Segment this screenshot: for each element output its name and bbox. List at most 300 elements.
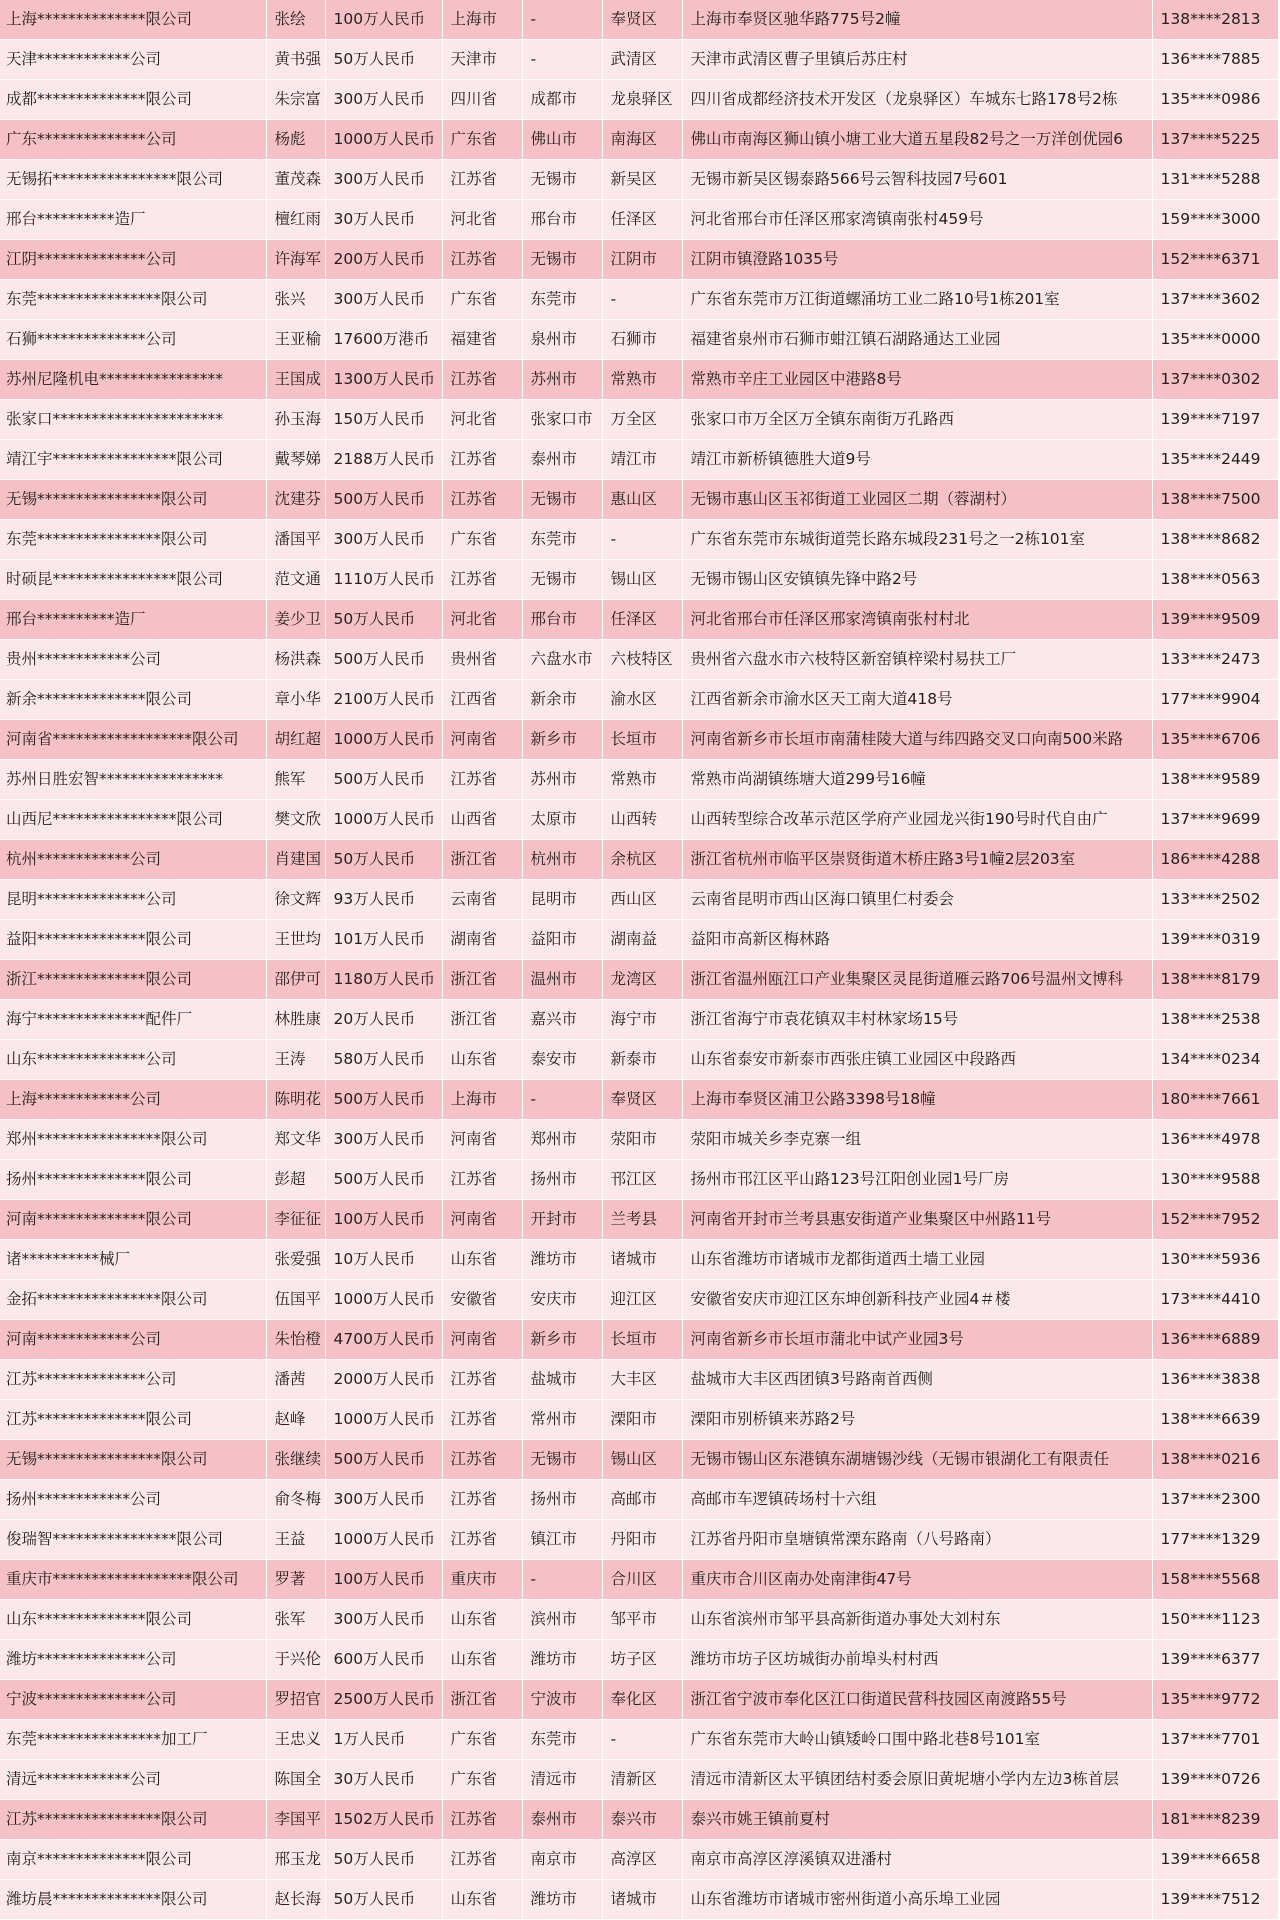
district-cell: 溧阳市 xyxy=(602,1400,682,1440)
province-cell: 江苏省 xyxy=(442,1440,522,1480)
district-cell: 任泽区 xyxy=(602,200,682,240)
company-name-cell: 扬州************公司 xyxy=(0,1480,266,1520)
table-row xyxy=(0,1200,1278,1240)
legal-rep-cell: 姜少卫 xyxy=(266,600,325,640)
city-cell: 嘉兴市 xyxy=(522,1000,602,1040)
city-cell: - xyxy=(522,0,602,40)
phone-cell: 138****7500 xyxy=(1152,480,1278,520)
province-cell: 江苏省 xyxy=(442,1840,522,1880)
district-cell: 邗江区 xyxy=(602,1160,682,1200)
phone-cell: 136****7885 xyxy=(1152,40,1278,80)
registered-capital-cell: 300万人民币 xyxy=(325,520,442,560)
district-cell: 武清区 xyxy=(602,40,682,80)
registered-capital-cell: 2100万人民币 xyxy=(325,680,442,720)
address-cell: 泰兴市姚王镇前夏村 xyxy=(682,1800,1152,1840)
province-cell: 上海市 xyxy=(442,1080,522,1120)
table-row xyxy=(0,1800,1278,1840)
table-row xyxy=(0,720,1278,760)
province-cell: 重庆市 xyxy=(442,1560,522,1600)
legal-rep-cell: 杨彪 xyxy=(266,120,325,160)
phone-cell: 139****0319 xyxy=(1152,920,1278,960)
province-cell: 江苏省 xyxy=(442,1160,522,1200)
district-cell: - xyxy=(602,1720,682,1760)
address-cell: 江西省新余市渝水区天工南大道418号 xyxy=(682,680,1152,720)
legal-rep-cell: 王涛 xyxy=(266,1040,325,1080)
company-name-cell: 潍坊**************公司 xyxy=(0,1640,266,1680)
phone-cell: 180****7661 xyxy=(1152,1080,1278,1120)
registered-capital-cell: 1000万人民币 xyxy=(325,1520,442,1560)
registered-capital-cell: 500万人民币 xyxy=(325,760,442,800)
company-name-cell: 成都**************限公司 xyxy=(0,80,266,120)
province-cell: 贵州省 xyxy=(442,640,522,680)
registered-capital-cell: 50万人民币 xyxy=(325,40,442,80)
company-name-cell: 江苏**************限公司 xyxy=(0,1400,266,1440)
district-cell: 石狮市 xyxy=(602,320,682,360)
district-cell: 任泽区 xyxy=(602,600,682,640)
city-cell: 泰州市 xyxy=(522,440,602,480)
district-cell: 清新区 xyxy=(602,1760,682,1800)
city-cell: 泉州市 xyxy=(522,320,602,360)
district-cell: 高邮市 xyxy=(602,1480,682,1520)
address-cell: 河北省邢台市任泽区邢家湾镇南张村459号 xyxy=(682,200,1152,240)
phone-cell: 138****8682 xyxy=(1152,520,1278,560)
phone-cell: 138****2538 xyxy=(1152,1000,1278,1040)
table-row xyxy=(0,40,1278,80)
province-cell: 江苏省 xyxy=(442,1480,522,1520)
phone-cell: 150****1123 xyxy=(1152,1600,1278,1640)
city-cell: 郑州市 xyxy=(522,1120,602,1160)
address-cell: 无锡市锡山区东港镇东湖塘锡沙线（无锡市银湖化工有限责任 xyxy=(682,1440,1152,1480)
city-cell: 扬州市 xyxy=(522,1480,602,1520)
address-cell: 荥阳市城关乡李克寨一组 xyxy=(682,1120,1152,1160)
legal-rep-cell: 董茂森 xyxy=(266,160,325,200)
address-cell: 高邮市车逻镇砖场村十六组 xyxy=(682,1480,1152,1520)
province-cell: 广东省 xyxy=(442,1720,522,1760)
legal-rep-cell: 朱怡橙 xyxy=(266,1320,325,1360)
company-name-cell: 江阴**************公司 xyxy=(0,240,266,280)
province-cell: 天津市 xyxy=(442,40,522,80)
city-cell: 宁波市 xyxy=(522,1680,602,1720)
city-cell: 东莞市 xyxy=(522,520,602,560)
registered-capital-cell: 1万人民币 xyxy=(325,1720,442,1760)
table-row xyxy=(0,1880,1278,1920)
city-cell: 温州市 xyxy=(522,960,602,1000)
registered-capital-cell: 10万人民币 xyxy=(325,1240,442,1280)
address-cell: 山西转型综合改革示范区学府产业园龙兴街190号时代自由广 xyxy=(682,800,1152,840)
address-cell: 江阴市镇澄路1035号 xyxy=(682,240,1152,280)
city-cell: 常州市 xyxy=(522,1400,602,1440)
legal-rep-cell: 张继续 xyxy=(266,1440,325,1480)
registered-capital-cell: 300万人民币 xyxy=(325,80,442,120)
legal-rep-cell: 李国平 xyxy=(266,1800,325,1840)
address-cell: 云南省昆明市西山区海口镇里仁村委会 xyxy=(682,880,1152,920)
phone-cell: 138****9589 xyxy=(1152,760,1278,800)
phone-cell: 137****2300 xyxy=(1152,1480,1278,1520)
city-cell: - xyxy=(522,40,602,80)
address-cell: 贵州省六盘水市六枝特区新窑镇梓梁村易扶工厂 xyxy=(682,640,1152,680)
province-cell: 山东省 xyxy=(442,1640,522,1680)
province-cell: 河北省 xyxy=(442,600,522,640)
phone-cell: 139****7197 xyxy=(1152,400,1278,440)
company-name-cell: 贵州************公司 xyxy=(0,640,266,680)
phone-cell: 138****2813 xyxy=(1152,0,1278,40)
legal-rep-cell: 于兴伦 xyxy=(266,1640,325,1680)
phone-cell: 186****4288 xyxy=(1152,840,1278,880)
legal-rep-cell: 潘茜 xyxy=(266,1360,325,1400)
district-cell: 江阴市 xyxy=(602,240,682,280)
city-cell: 新余市 xyxy=(522,680,602,720)
district-cell: 新吴区 xyxy=(602,160,682,200)
phone-cell: 136****4978 xyxy=(1152,1120,1278,1160)
address-cell: 河南省开封市兰考县惠安街道产业集聚区中州路11号 xyxy=(682,1200,1152,1240)
district-cell: 山西转 xyxy=(602,800,682,840)
registered-capital-cell: 2188万人民币 xyxy=(325,440,442,480)
legal-rep-cell: 王亚榆 xyxy=(266,320,325,360)
registered-capital-cell: 300万人民币 xyxy=(325,160,442,200)
table-row xyxy=(0,880,1278,920)
legal-rep-cell: 邵伊可 xyxy=(266,960,325,1000)
address-cell: 浙江省宁波市奉化区江口街道民营科技园区南渡路55号 xyxy=(682,1680,1152,1720)
company-name-cell: 河南**************限公司 xyxy=(0,1200,266,1240)
province-cell: 湖南省 xyxy=(442,920,522,960)
province-cell: 江西省 xyxy=(442,680,522,720)
district-cell: 龙湾区 xyxy=(602,960,682,1000)
registered-capital-cell: 500万人民币 xyxy=(325,1080,442,1120)
company-name-cell: 东莞****************限公司 xyxy=(0,280,266,320)
company-name-cell: 张家口********************** xyxy=(0,400,266,440)
legal-rep-cell: 张爱强 xyxy=(266,1240,325,1280)
company-name-cell: 郑州****************限公司 xyxy=(0,1120,266,1160)
phone-cell: 181****8239 xyxy=(1152,1800,1278,1840)
company-name-cell: 上海************公司 xyxy=(0,1080,266,1120)
registered-capital-cell: 50万人民币 xyxy=(325,600,442,640)
table-row xyxy=(0,440,1278,480)
province-cell: 四川省 xyxy=(442,80,522,120)
table-row xyxy=(0,1240,1278,1280)
company-name-cell: 诸**********械厂 xyxy=(0,1240,266,1280)
city-cell: 清远市 xyxy=(522,1760,602,1800)
company-name-cell: 新余**************限公司 xyxy=(0,680,266,720)
address-cell: 扬州市邗江区平山路123号江阳创业园1号厂房 xyxy=(682,1160,1152,1200)
company-name-cell: 俊瑞智****************限公司 xyxy=(0,1520,266,1560)
address-cell: 山东省潍坊市诸城市龙都街道西土墙工业园 xyxy=(682,1240,1152,1280)
province-cell: 江苏省 xyxy=(442,360,522,400)
company-name-cell: 南京**************限公司 xyxy=(0,1840,266,1880)
district-cell: 靖江市 xyxy=(602,440,682,480)
address-cell: 清远市清新区太平镇团结村委会原旧黄坭塘小学内左边3栋首层 xyxy=(682,1760,1152,1800)
address-cell: 广东省东莞市万江街道螺涌坊工业二路10号1栋201室 xyxy=(682,280,1152,320)
registered-capital-cell: 150万人民币 xyxy=(325,400,442,440)
table-row xyxy=(0,640,1278,680)
registered-capital-cell: 2500万人民币 xyxy=(325,1680,442,1720)
legal-rep-cell: 郑文华 xyxy=(266,1120,325,1160)
table-row xyxy=(0,1480,1278,1520)
company-name-cell: 山东**************公司 xyxy=(0,1040,266,1080)
table-row xyxy=(0,1600,1278,1640)
company-name-cell: 潍坊晨**************限公司 xyxy=(0,1880,266,1920)
address-cell: 浙江省温州瓯江口产业集聚区灵昆街道雁云路706号温州文博科 xyxy=(682,960,1152,1000)
company-name-cell: 苏州尼隆机电**************** xyxy=(0,360,266,400)
phone-cell: 135****9772 xyxy=(1152,1680,1278,1720)
district-cell: 高淳区 xyxy=(602,1840,682,1880)
address-cell: 盐城市大丰区西团镇3号路南首西侧 xyxy=(682,1360,1152,1400)
registered-capital-cell: 30万人民币 xyxy=(325,1760,442,1800)
table-row xyxy=(0,1440,1278,1480)
province-cell: 浙江省 xyxy=(442,840,522,880)
district-cell: 邹平市 xyxy=(602,1600,682,1640)
phone-cell: 138****0563 xyxy=(1152,560,1278,600)
province-cell: 江苏省 xyxy=(442,160,522,200)
address-cell: 常熟市辛庄工业园区中港路8号 xyxy=(682,360,1152,400)
address-cell: 益阳市高新区梅林路 xyxy=(682,920,1152,960)
address-cell: 常熟市尚湖镇练塘大道299号16幢 xyxy=(682,760,1152,800)
address-cell: 靖江市新桥镇德胜大道9号 xyxy=(682,440,1152,480)
address-cell: 福建省泉州市石狮市蚶江镇石湖路通达工业园 xyxy=(682,320,1152,360)
legal-rep-cell: 俞冬梅 xyxy=(266,1480,325,1520)
district-cell: 迎江区 xyxy=(602,1280,682,1320)
province-cell: 江苏省 xyxy=(442,560,522,600)
company-name-cell: 扬州**************限公司 xyxy=(0,1160,266,1200)
city-cell: 盐城市 xyxy=(522,1360,602,1400)
address-cell: 浙江省杭州市临平区崇贤街道木桥庄路3号1幢2层203室 xyxy=(682,840,1152,880)
city-cell: - xyxy=(522,1560,602,1600)
city-cell: 六盘水市 xyxy=(522,640,602,680)
registered-capital-cell: 50万人民币 xyxy=(325,1840,442,1880)
address-cell: 上海市奉贤区浦卫公路3398号18幢 xyxy=(682,1080,1152,1120)
city-cell: 潍坊市 xyxy=(522,1880,602,1920)
district-cell: 坊子区 xyxy=(602,1640,682,1680)
legal-rep-cell: 杨洪森 xyxy=(266,640,325,680)
district-cell: 奉化区 xyxy=(602,1680,682,1720)
registered-capital-cell: 2000万人民币 xyxy=(325,1360,442,1400)
district-cell: 奉贤区 xyxy=(602,0,682,40)
registered-capital-cell: 300万人民币 xyxy=(325,280,442,320)
table-row xyxy=(0,1680,1278,1720)
province-cell: 河南省 xyxy=(442,720,522,760)
phone-cell: 137****3602 xyxy=(1152,280,1278,320)
company-name-cell: 重庆市******************限公司 xyxy=(0,1560,266,1600)
district-cell: 锡山区 xyxy=(602,560,682,600)
district-cell: 龙泉驿区 xyxy=(602,80,682,120)
province-cell: 江苏省 xyxy=(442,240,522,280)
company-name-cell: 邢台**********造厂 xyxy=(0,600,266,640)
table-row xyxy=(0,320,1278,360)
province-cell: 山东省 xyxy=(442,1240,522,1280)
address-cell: 安徽省安庆市迎江区东坤创新科技产业园4＃楼 xyxy=(682,1280,1152,1320)
phone-cell: 138****8179 xyxy=(1152,960,1278,1000)
company-name-cell: 东莞****************限公司 xyxy=(0,520,266,560)
table-row xyxy=(0,160,1278,200)
registered-capital-cell: 300万人民币 xyxy=(325,1480,442,1520)
table-row xyxy=(0,520,1278,560)
city-cell: 张家口市 xyxy=(522,400,602,440)
address-cell: 四川省成都经济技术开发区（龙泉驿区）车城东七路178号2栋 xyxy=(682,80,1152,120)
company-name-cell: 无锡****************限公司 xyxy=(0,1440,266,1480)
registered-capital-cell: 300万人民币 xyxy=(325,1120,442,1160)
registered-capital-cell: 30万人民币 xyxy=(325,200,442,240)
city-cell: 无锡市 xyxy=(522,240,602,280)
phone-cell: 139****9509 xyxy=(1152,600,1278,640)
registered-capital-cell: 1300万人民币 xyxy=(325,360,442,400)
table-row xyxy=(0,200,1278,240)
district-cell: 常熟市 xyxy=(602,360,682,400)
district-cell: 湖南益 xyxy=(602,920,682,960)
province-cell: 江苏省 xyxy=(442,480,522,520)
legal-rep-cell: 檀红雨 xyxy=(266,200,325,240)
province-cell: 广东省 xyxy=(442,1760,522,1800)
address-cell: 张家口市万全区万全镇东南街万孔路西 xyxy=(682,400,1152,440)
registered-capital-cell: 93万人民币 xyxy=(325,880,442,920)
table-row xyxy=(0,960,1278,1000)
registered-capital-cell: 20万人民币 xyxy=(325,1000,442,1040)
province-cell: 河南省 xyxy=(442,1120,522,1160)
registered-capital-cell: 1000万人民币 xyxy=(325,720,442,760)
company-name-cell: 金拓****************限公司 xyxy=(0,1280,266,1320)
phone-cell: 136****3838 xyxy=(1152,1360,1278,1400)
table-row xyxy=(0,1720,1278,1760)
table-row xyxy=(0,760,1278,800)
registered-capital-cell: 1110万人民币 xyxy=(325,560,442,600)
district-cell: 南海区 xyxy=(602,120,682,160)
registered-capital-cell: 300万人民币 xyxy=(325,1600,442,1640)
phone-cell: 177****9904 xyxy=(1152,680,1278,720)
table-row xyxy=(0,400,1278,440)
registered-capital-cell: 1000万人民币 xyxy=(325,120,442,160)
legal-rep-cell: 赵长海 xyxy=(266,1880,325,1920)
address-cell: 山东省潍坊市诸城市密州街道小高乐埠工业园 xyxy=(682,1880,1152,1920)
address-cell: 山东省滨州市邹平县高新街道办事处大刘村东 xyxy=(682,1600,1152,1640)
address-cell: 溧阳市别桥镇来苏路2号 xyxy=(682,1400,1152,1440)
province-cell: 广东省 xyxy=(442,520,522,560)
table-row xyxy=(0,560,1278,600)
company-name-cell: 东莞****************加工厂 xyxy=(0,1720,266,1760)
province-cell: 河南省 xyxy=(442,1200,522,1240)
table-row xyxy=(0,80,1278,120)
legal-rep-cell: 黄书强 xyxy=(266,40,325,80)
province-cell: 浙江省 xyxy=(442,1000,522,1040)
table-row xyxy=(0,1560,1278,1600)
legal-rep-cell: 陈国全 xyxy=(266,1760,325,1800)
province-cell: 浙江省 xyxy=(442,960,522,1000)
table-row xyxy=(0,600,1278,640)
legal-rep-cell: 邢玉龙 xyxy=(266,1840,325,1880)
company-name-cell: 石狮**************公司 xyxy=(0,320,266,360)
district-cell: 荥阳市 xyxy=(602,1120,682,1160)
district-cell: 合川区 xyxy=(602,1560,682,1600)
city-cell: 成都市 xyxy=(522,80,602,120)
phone-cell: 139****0726 xyxy=(1152,1760,1278,1800)
phone-cell: 135****2449 xyxy=(1152,440,1278,480)
district-cell: 兰考县 xyxy=(602,1200,682,1240)
registered-capital-cell: 1000万人民币 xyxy=(325,1400,442,1440)
phone-cell: 158****5568 xyxy=(1152,1560,1278,1600)
registered-capital-cell: 500万人民币 xyxy=(325,1440,442,1480)
company-name-cell: 杭州************公司 xyxy=(0,840,266,880)
table-row xyxy=(0,1320,1278,1360)
province-cell: 山东省 xyxy=(442,1600,522,1640)
table-row xyxy=(0,1400,1278,1440)
province-cell: 河北省 xyxy=(442,400,522,440)
legal-rep-cell: 王忠义 xyxy=(266,1720,325,1760)
city-cell: 邢台市 xyxy=(522,200,602,240)
phone-cell: 135****0986 xyxy=(1152,80,1278,120)
company-name-cell: 益阳**************限公司 xyxy=(0,920,266,960)
city-cell: 无锡市 xyxy=(522,1440,602,1480)
company-name-cell: 浙江**************限公司 xyxy=(0,960,266,1000)
table-row xyxy=(0,1040,1278,1080)
district-cell: 新泰市 xyxy=(602,1040,682,1080)
company-name-cell: 无锡****************限公司 xyxy=(0,480,266,520)
province-cell: 河北省 xyxy=(442,200,522,240)
registered-capital-cell: 1502万人民币 xyxy=(325,1800,442,1840)
district-cell: 常熟市 xyxy=(602,760,682,800)
table-row xyxy=(0,840,1278,880)
address-cell: 河南省新乡市长垣市南蒲桂陵大道与纬四路交叉口向南500米路 xyxy=(682,720,1152,760)
city-cell: 开封市 xyxy=(522,1200,602,1240)
province-cell: 广东省 xyxy=(442,120,522,160)
table-row xyxy=(0,680,1278,720)
table-row xyxy=(0,1360,1278,1400)
table-row xyxy=(0,1840,1278,1880)
table-row xyxy=(0,920,1278,960)
table-row xyxy=(0,1160,1278,1200)
legal-rep-cell: 朱宗富 xyxy=(266,80,325,120)
city-cell: 南京市 xyxy=(522,1840,602,1880)
district-cell: 万全区 xyxy=(602,400,682,440)
company-name-cell: 苏州日胜宏智**************** xyxy=(0,760,266,800)
table-row xyxy=(0,1080,1278,1120)
phone-cell: 152****6371 xyxy=(1152,240,1278,280)
province-cell: 福建省 xyxy=(442,320,522,360)
phone-cell: 135****0000 xyxy=(1152,320,1278,360)
phone-cell: 130****9588 xyxy=(1152,1160,1278,1200)
legal-rep-cell: 孙玉海 xyxy=(266,400,325,440)
phone-cell: 136****6889 xyxy=(1152,1320,1278,1360)
table-row xyxy=(0,360,1278,400)
city-cell: 泰州市 xyxy=(522,1800,602,1840)
company-name-cell: 河南省******************限公司 xyxy=(0,720,266,760)
legal-rep-cell: 王世均 xyxy=(266,920,325,960)
city-cell: 镇江市 xyxy=(522,1520,602,1560)
table-row xyxy=(0,0,1278,40)
legal-rep-cell: 罗著 xyxy=(266,1560,325,1600)
phone-cell: 138****0216 xyxy=(1152,1440,1278,1480)
province-cell: 河南省 xyxy=(442,1320,522,1360)
legal-rep-cell: 樊文欣 xyxy=(266,800,325,840)
phone-cell: 130****5936 xyxy=(1152,1240,1278,1280)
province-cell: 上海市 xyxy=(442,0,522,40)
district-cell: 大丰区 xyxy=(602,1360,682,1400)
district-cell: 奉贤区 xyxy=(602,1080,682,1120)
phone-cell: 135****6706 xyxy=(1152,720,1278,760)
registered-capital-cell: 600万人民币 xyxy=(325,1640,442,1680)
registered-capital-cell: 100万人民币 xyxy=(325,0,442,40)
company-name-cell: 海宁**************配件厂 xyxy=(0,1000,266,1040)
district-cell: 海宁市 xyxy=(602,1000,682,1040)
district-cell: 六枝特区 xyxy=(602,640,682,680)
legal-rep-cell: 林胜康 xyxy=(266,1000,325,1040)
city-cell: 新乡市 xyxy=(522,720,602,760)
company-name-cell: 昆明**************公司 xyxy=(0,880,266,920)
company-name-cell: 邢台**********造厂 xyxy=(0,200,266,240)
registered-capital-cell: 50万人民币 xyxy=(325,840,442,880)
phone-cell: 152****7952 xyxy=(1152,1200,1278,1240)
legal-rep-cell: 陈明花 xyxy=(266,1080,325,1120)
address-cell: 广东省东莞市大岭山镇矮岭口围中路北巷8号101室 xyxy=(682,1720,1152,1760)
table-row xyxy=(0,800,1278,840)
city-cell: 无锡市 xyxy=(522,560,602,600)
district-cell: 锡山区 xyxy=(602,1440,682,1480)
